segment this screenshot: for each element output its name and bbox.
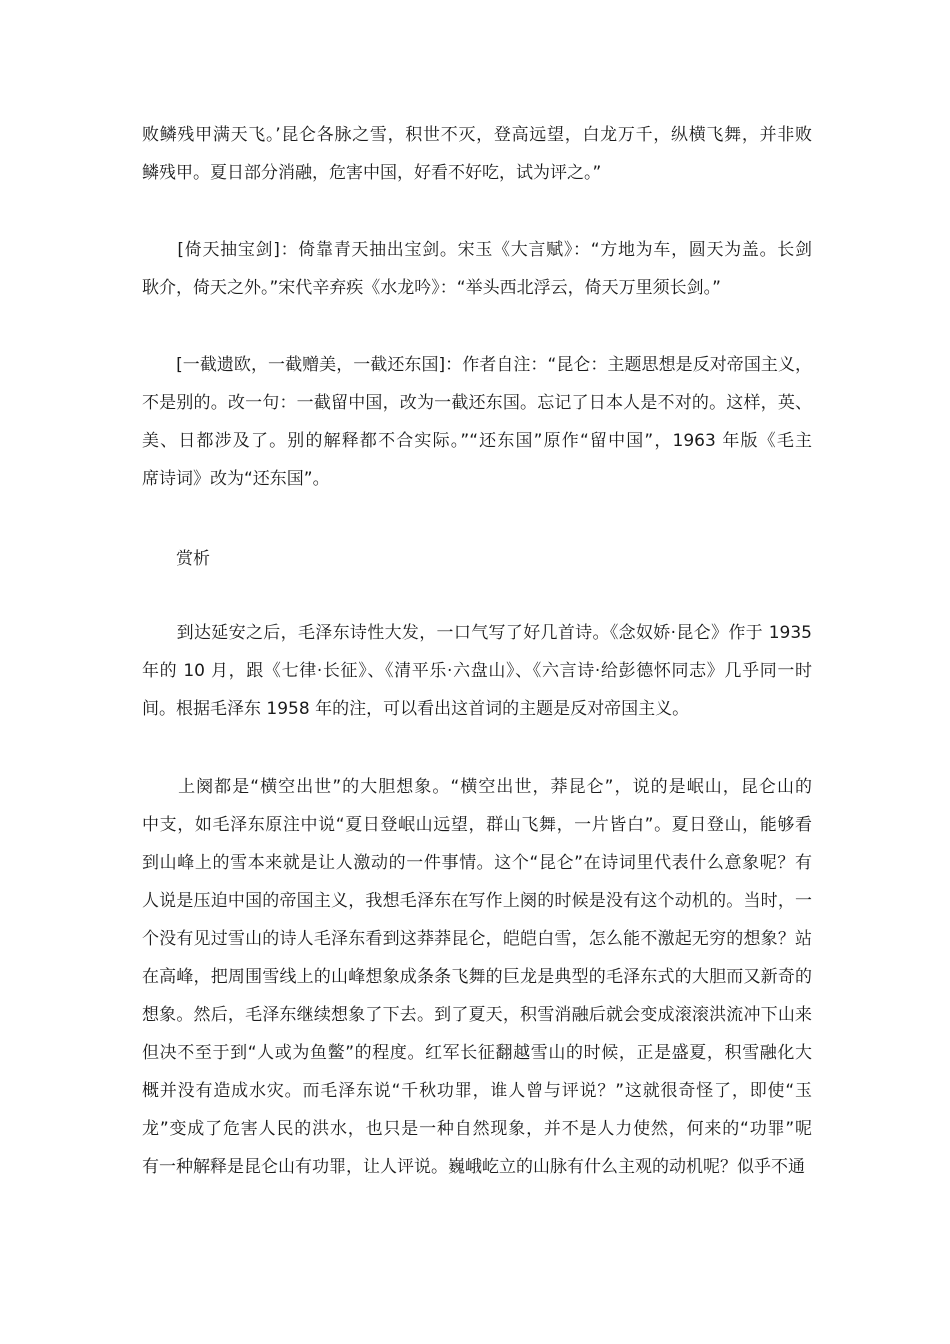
text-line: 到山峰上的雪本来就是让人激动的一件事情。这个“昆仑”在诗词里代表什么意象呢？有	[142, 853, 812, 873]
section-heading-appreciation	[142, 540, 812, 578]
text-line: 年的 10 月，跟《七律·长征》、《清平乐·六盘山》、《六言诗·给彭德怀同志》几乎同一时	[142, 661, 812, 681]
analysis-paragraph-1	[142, 614, 812, 728]
note-paragraph-kunlun	[142, 116, 812, 192]
text-line: 到达延安之后，毛泽东诗性大发，一口气写了好几首诗。《念奴娇·昆仑》作于 1935	[142, 623, 812, 643]
text-line: 人说是压迫中国的帝国主义，我想毛泽东在写作上阕的时候是没有这个动机的。当时，一	[142, 891, 812, 911]
analysis-paragraph-2	[142, 768, 812, 1186]
text-line: 但决不至于到“人或为鱼鳖”的程度。红军长征翻越雪山的时候，正是盛夏，积雪融化大	[142, 1043, 812, 1063]
text-line: [倚天抽宝剑]：倚靠青天抽出宝剑。宋玉《大言赋》：“方地为车，圆天为盖。长剑	[142, 240, 812, 260]
text-line: 鳞残甲。夏日部分消融，危害中国，好看不好吃，试为评之。”	[142, 163, 602, 183]
text-line: [一截遗欧，一截赠美，一截还东国]：作者自注：“昆仑：主题思想是反对帝国主义，	[142, 355, 812, 375]
text-line: 不是别的。改一句：一截留中国，改为一截还东国。忘记了日本人是不对的。这样，英、	[142, 393, 812, 413]
text-line: 有一种解释是昆仑山有功罪，让人评说。巍峨屹立的山脉有什么主观的动机呢？似乎不通	[142, 1157, 805, 1177]
heading-text: 赏析	[142, 549, 210, 569]
text-line: 个没有见过雪山的诗人毛泽东看到这莽莽昆仑，皑皑白雪，怎么能不激起无穷的想象？站	[142, 929, 812, 949]
text-line: 概并没有造成水灾。而毛泽东说“千秋功罪，谁人曾与评说？”这就很奇怪了，即使“玉	[142, 1081, 812, 1101]
note-paragraph-yijie	[142, 346, 812, 498]
text-line: 耿介，倚天之外。”宋代辛弃疾《水龙吟》：“举头西北浮云，倚天万里须长剑。”	[142, 278, 721, 298]
text-line: 在高峰，把周围雪线上的山峰想象成条条飞舞的巨龙是典型的毛泽东式的大胆而又新奇的	[142, 967, 812, 987]
text-line: 龙”变成了危害人民的洪水，也只是一种自然现象，并不是人力使然，何来的“功罪”呢	[142, 1119, 812, 1139]
text-line: 美、日都涉及了。别的解释都不合实际。”“还东国”原作“留中国”，1963 年版《毛主	[142, 431, 812, 451]
text-line: 间。根据毛泽东 1958 年的注，可以看出这首词的主题是反对帝国主义。	[142, 699, 690, 719]
text-line: 想象。然后，毛泽东继续想象了下去。到了夏天，积雪消融后就会变成滚滚洪流冲下山来	[142, 1005, 812, 1025]
text-line: 上阕都是“横空出世”的大胆想象。“横空出世，莽昆仑”，说的是岷山，昆仑山的	[142, 777, 812, 797]
text-line: 中支，如毛泽东原注中说“夏日登岷山远望，群山飞舞，一片皆白”。夏日登山，能够看	[142, 815, 812, 835]
text-line: 败鳞残甲满天飞。’昆仑各脉之雪，积世不灭，登高远望，白龙万千，纵横飞舞，并非败	[142, 125, 812, 145]
note-paragraph-yitian	[142, 231, 812, 307]
text-line: 席诗词》改为“还东国”。	[142, 469, 330, 489]
